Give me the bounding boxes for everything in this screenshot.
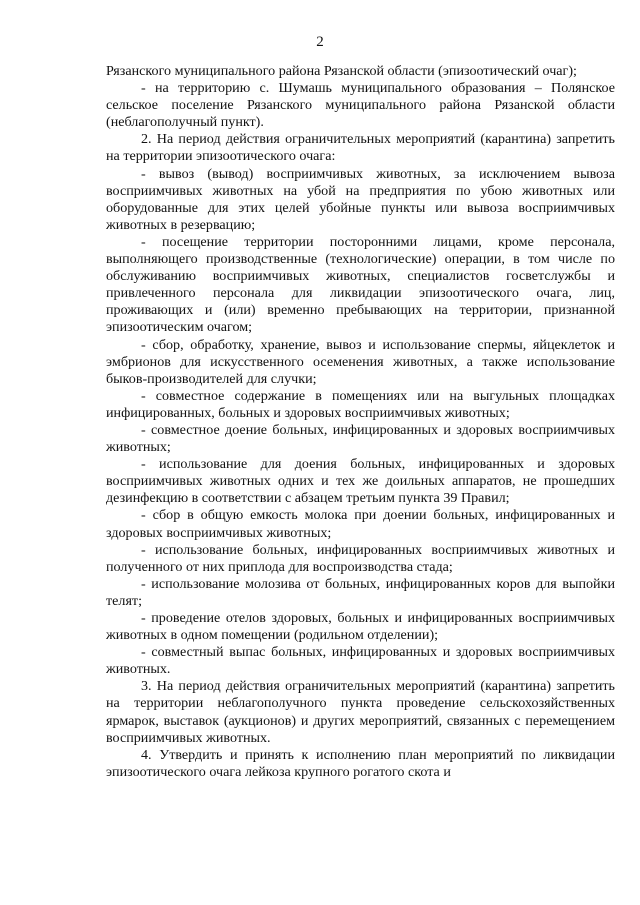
paragraph-ban-reproduction: - использование больных, инфицированных восприимчивых животных и полученного от них приплода для воспроизводства стада; [106,541,615,575]
paragraph-ban-joint-keeping: - совместное содержание в помещениях или на выгульных площадках инфицированных, больных и здоровых восприимчивых животных; [106,387,615,421]
page-number: 2 [316,34,324,50]
paragraph-ban-sperm: - сбор, обработку, хранение, вывоз и использование спермы, яйцеклеток и эмбрионов для искусственного осеменения животных, а также использование быков-производителей для случки; [106,336,615,387]
paragraph-continuation: Рязанского муниципального района Рязанской области (эпизоотический очаг); [106,63,577,79]
paragraph-ban-milk-collection: - сбор в общую емкость молока при доении больных, инфицированных и здоровых восприимчивых животных; [106,507,615,541]
paragraph-ban-visits: - посещение территории посторонними лицами, кроме персонала, выполняющего производственные (технологические) операции, в том числе по обслуживанию восприимчивых животных, специалистов госветслужбы и привлеченного персонала для ликвидации эпизоотического очага, лиц, проживающих и (или) временно пребывающих на территории, признанной эпизоотическим очагом; [106,233,615,336]
paragraph-item-2: 2. На период действия ограничительных мероприятий (карантина) запретить на территории эпизоотического очага: [106,131,615,165]
paragraph-ban-removal: - вывоз (вывод) восприимчивых животных, за исключением вывоза восприимчивых животных на убой на предприятия по убою животных или оборудованные для этих целей убойные пункты или вывоза восприимчивых животных в резервацию; [106,165,615,233]
paragraph-ban-milking-machines: - использование для доения больных, инфицированных и здоровых восприимчивых животных одних и тех же доильных аппаратов, не прошедших дезинфекцию в соответствии с абзацем третьим пункта 39 Правил; [106,456,615,507]
paragraph-item-4: 4. Утвердить и принять к исполнению план мероприятий по ликвидации эпизоотического очага лейкоза крупного рогатого скота и [106,746,615,780]
document-body [106,63,615,781]
paragraph-territory-shumash: - на территорию с. Шумашь муниципального образования – Полянское сельское поселение Рязанского муниципального района Рязанской области (неблагополучный пункт). [106,80,615,131]
paragraph-ban-calving: - проведение отелов здоровых, больных и инфицированных восприимчивых животных в одном помещении (родильном отделении); [106,610,615,644]
paragraph-item-3: 3. На период действия ограничительных мероприятий (карантина) запретить на территории неблагополучного пункта проведение сельскохозяйственных ярмарок, выставок (аукционов) и других мероприятий, связанных с перемещением восприимчивых животных. [106,678,615,746]
paragraph-ban-grazing: - совместный выпас больных, инфицированных и здоровых восприимчивых животных. [106,644,615,678]
paragraph-ban-joint-milking: - совместное доение больных, инфицированных и здоровых восприимчивых животных; [106,421,615,456]
paragraph-ban-colostrum: - использование молозива от больных, инфицированных коров для выпойки телят; [106,575,615,609]
